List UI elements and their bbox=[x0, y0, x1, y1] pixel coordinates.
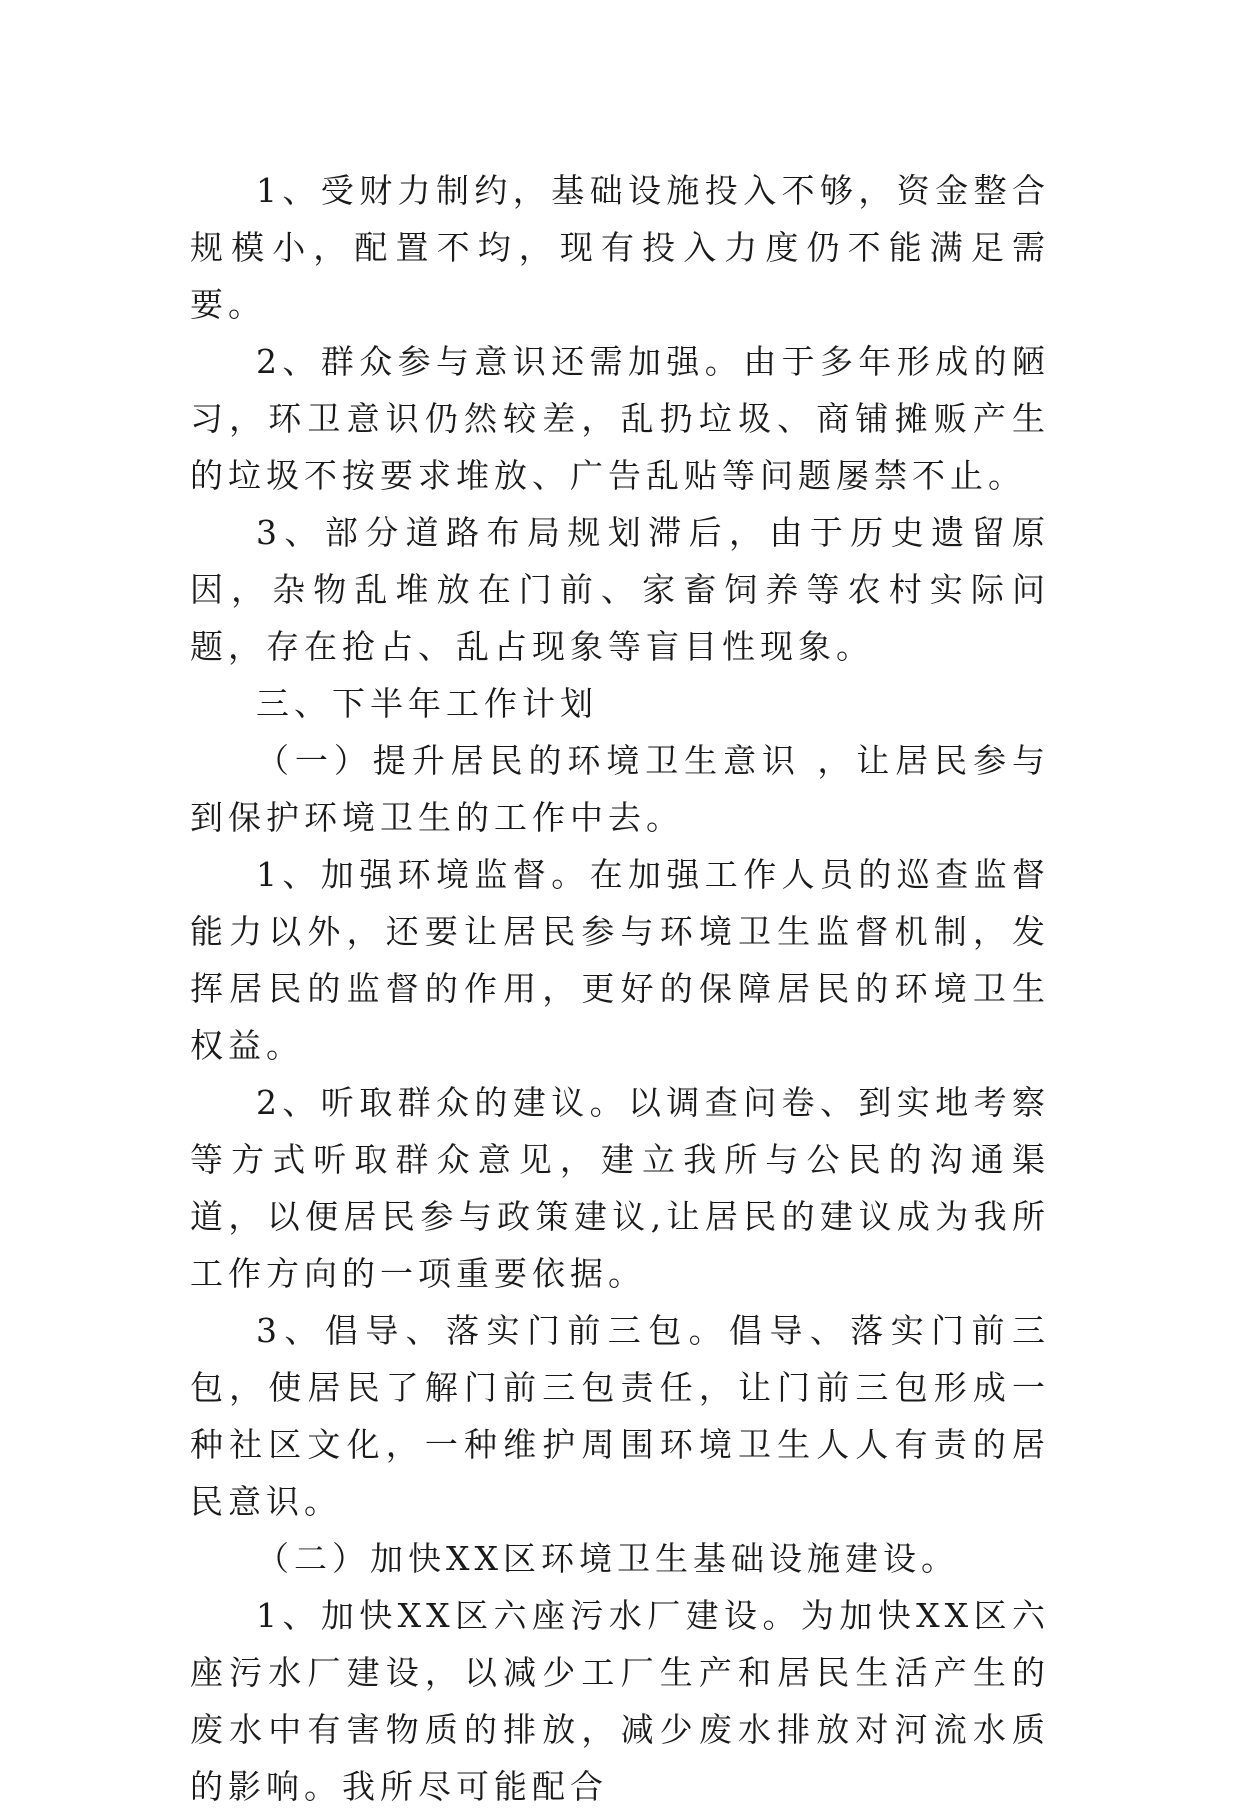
paragraph-problem-1: 1、受财力制约，基础设施投入不够，资金整合规模小，配置不均，现有投入力度仍不能满足需要。 bbox=[190, 171, 1050, 324]
subsection-heading-1: （一）提升居民的环境卫生意识 ，让居民参与到保护环境卫生的工作中去。 bbox=[190, 741, 1050, 837]
section-heading-plan: 三、下半年工作计划 bbox=[256, 684, 598, 723]
subsection-heading-2: （二）加快XX区环境卫生基础设施建设。 bbox=[256, 1539, 959, 1578]
document-body bbox=[190, 162, 1050, 1815]
paragraph-plan-1-2: 2、听取群众的建议。以调查问卷、到实地考察等方式听取群众意见，建立我所与公民的沟通渠道，以便居民参与政策建议,让居民的建议成为我所工作方向的一项重要依据。 bbox=[190, 1083, 1050, 1293]
paragraph-plan-1-1: 1、加强环境监督。在加强工作人员的巡查监督能力以外，还要让居民参与环境卫生监督机制，发挥居民的监督的作用，更好的保障居民的环境卫生权益。 bbox=[190, 855, 1050, 1065]
paragraph-problem-3: 3、部分道路布局规划滞后，由于历史遗留原因，杂物乱堆放在门前、家畜饲养等农村实际问题，存在抢占、乱占现象等盲目性现象。 bbox=[190, 513, 1050, 666]
paragraph-problem-2: 2、群众参与意识还需加强。由于多年形成的陋习，环卫意识仍然较差，乱扔垃圾、商铺摊贩产生的垃圾不按要求堆放、广告乱贴等问题屡禁不止。 bbox=[190, 342, 1050, 495]
paragraph-plan-2-1: 1、加快XX区六座污水厂建设。为加快XX区六座污水厂建设，以减少工厂生产和居民生活产生的废水中有害物质的排放，减少废水排放对河流水质的影响。我所尽可能配合 bbox=[190, 1596, 1050, 1806]
paragraph-plan-1-3: 3、倡导、落实门前三包。倡导、落实门前三包，使居民了解门前三包责任，让门前三包形成一种社区文化，一种维护周围环境卫生人人有责的居民意识。 bbox=[190, 1311, 1050, 1521]
